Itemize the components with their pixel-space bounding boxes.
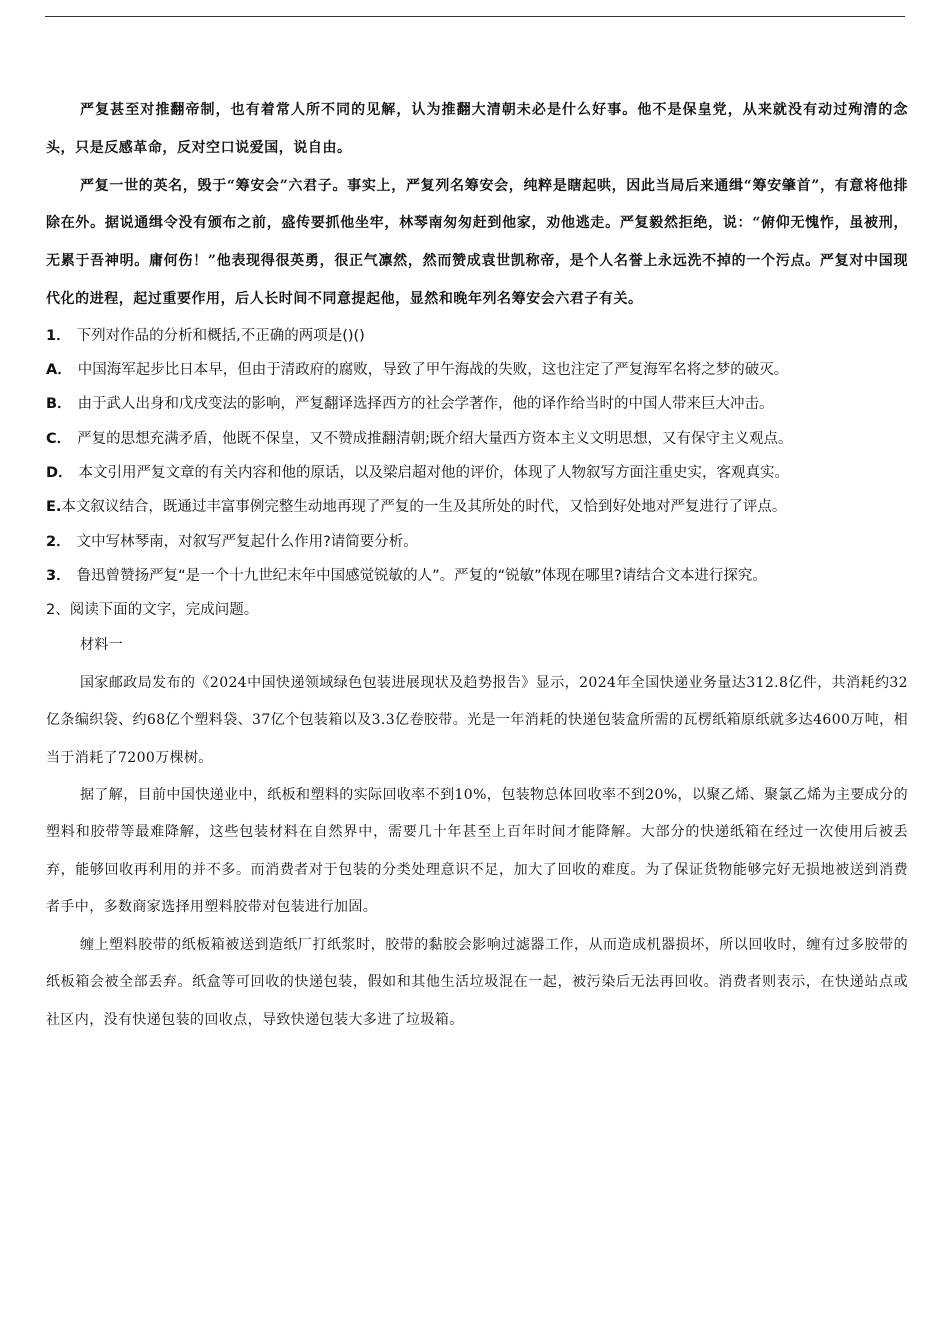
question-number: 2．	[46, 533, 71, 550]
option-letter: A．	[46, 362, 72, 379]
header-rule	[45, 16, 905, 17]
option-letter: B．	[46, 396, 72, 413]
option-d	[46, 456, 908, 490]
passage-two-paragraph: 国家邮政局发布的《2024中国快递领域绿色包装进展现状及趋势报告》显示，2024年全国快递业务量达312.8亿件，共消耗约32亿条编织袋、约68亿个塑料袋、37亿个包装箱以及3.3亿卷胶带。光是一年消耗的快递包装盒所需的瓦楞纸箱原纸就多达4600万吨，相当于消耗了7200万棵树。	[46, 674, 908, 766]
section-instruction: 2、阅读下面的文字，完成问题。	[46, 602, 259, 619]
option-letter: D．	[46, 464, 73, 481]
option-letter: C．	[46, 430, 72, 447]
passage-one-paragraph: 严复甚至对推翻帝制，也有着常人所不同的见解，认为推翻大清朝未必是什么好事。他不是保皇党，从来就没有动过殉清的念头，只是反感革命，反对空口说爱国，说自由。	[46, 102, 908, 156]
passage-two	[46, 627, 908, 1038]
option-letter: E.	[46, 499, 62, 516]
option-text: 中国海军起步比日本早，但由于清政府的腐败，导致了甲午海战的失败，这也注定了严复海军名将之梦的破灭。	[77, 362, 789, 379]
question-text: 鲁迅曾赞扬严复“是一个十九世纪末年中国感觉锐敏的人”。严复的“锐敏”体现在哪里?请结合文本进行探究。	[76, 567, 767, 584]
question-number: 3．	[46, 567, 71, 584]
passage-one	[46, 92, 908, 319]
option-a	[46, 353, 908, 387]
option-c	[46, 422, 908, 456]
passage-two-paragraph: 据了解，目前中国快递业中，纸板和塑料的实际回收率不到10%，包装物总体回收率不到20%，以聚乙烯、聚氯乙烯为主要成分的塑料和胶带等最难降解，这些包装材料在自然界中，需要几十年甚至上百年时间才能降解。大部分的快递纸箱在经过一次使用后被丢弃，能够回收再利用的并不多。而消费者对于包装的分类处理意识不足，加大了回收的难度。为了保证货物能够完好无损地被送到消费者手中，多数商家选择用塑料胶带对包装进行加固。	[46, 787, 908, 916]
option-text: 由于武人出身和戊戌变法的影响，严复翻译选择西方的社会学著作，他的译作给当时的中国人带来巨大冲击。	[77, 396, 774, 413]
passage-two-paragraph: 缠上塑料胶带的纸板箱被送到造纸厂打纸浆时，胶带的黏胶会影响过滤器工作，从而造成机器损坏，所以回收时，缠有过多胶带的纸板箱会被全部丢弃。纸盒等可回收的快递包装，假如和其他生活垃圾混在一起，被污染后无法再回收。消费者则表示，在快递站点或社区内，没有快递包装的回收点，导致快递包装大多进了垃圾箱。	[46, 936, 908, 1028]
option-text: 本文引用严复文章的有关内容和他的原话，以及梁启超对他的评价，体现了人物叙写方面注重史实，客观真实。	[78, 464, 790, 481]
question-text: 文中写林琴南，对叙写严复起什么作用?请简要分析。	[76, 533, 418, 550]
option-text: 严复的思想充满矛盾，他既不保皇，又不赞成推翻清朝;既介绍大量西方资本主义文明思想，又有保守主义观点。	[77, 430, 793, 447]
option-b	[46, 387, 908, 421]
passage-one-paragraph: 严复一世的英名，毁于“筹安会”六君子。事实上，严复列名筹安会，纯粹是瞎起哄，因此当局后来通缉“筹安肇首”，有意将他排除在外。据说通缉令没有颁布之前，盛传要抓他坐牢，林琴南匆匆赶到他家，劝他逃走。严复毅然拒绝，说：“俯仰无愧怍，虽被刑，无累于吾神明。庸何伤！”他表现得很英勇，很正气凛然，然而赞成袁世凯称帝，是个人名誉上永远洗不掉的一个污点。严复对中国现代化的进程，起过重要作用，后人长时间不同意提起他，显然和晚年列名筹安会六君子有关。	[46, 177, 908, 307]
question-text: 下列对作品的分析和概括,不正确的两项是()()	[76, 327, 365, 344]
material-label: 材料一	[80, 637, 124, 654]
question-3	[46, 559, 908, 593]
document-body	[46, 92, 908, 1039]
question-list	[46, 319, 908, 628]
question-2	[46, 525, 908, 559]
option-e	[46, 490, 908, 524]
question-number: 1．	[46, 327, 71, 344]
section-heading	[46, 593, 908, 627]
option-text: 本文叙议结合，既通过丰富事例完整生动地再现了严复的一生及其所处的时代，又恰到好处地对严复进行了评点。	[61, 499, 787, 516]
question-1	[46, 319, 908, 353]
